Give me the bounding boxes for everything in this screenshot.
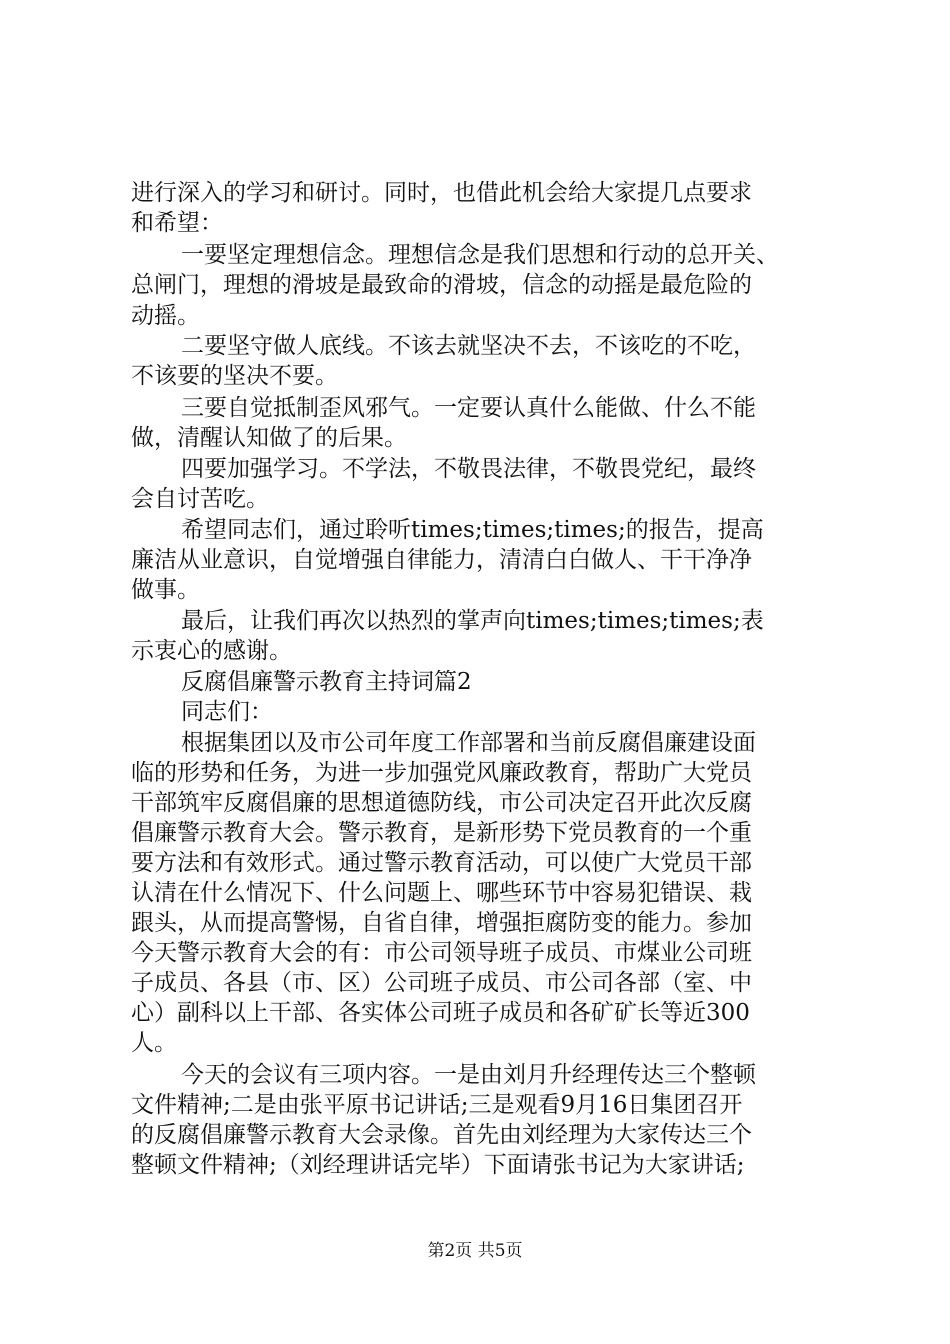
text-line: 和希望： — [131, 210, 223, 236]
text-line: 最后，让我们再次以热烈的掌声向times;times;times;表 — [181, 608, 764, 634]
text-line: 四要加强学习。不学法，不敬畏法律，不敬畏党纪，最终 — [181, 456, 756, 482]
text-line: 总闸门，理想的滑坡是最致命的滑坡，信念的动摇是最危险的 — [131, 272, 752, 298]
text-line: 根据集团以及市公司年度工作部署和当前反腐倡廉建设面 — [181, 730, 756, 756]
text-line: 希望同志们，通过聆听times;times;times;的报告，提高 — [181, 517, 764, 543]
text-line: 今天的会议有三项内容。一是由刘月升经理传达三个整顿 — [181, 1062, 756, 1088]
text-line: 会自讨苦吃。 — [131, 486, 269, 512]
text-line: 临的形势和任务，为进一步加强党风廉政教育，帮助广大党员 — [131, 760, 752, 786]
text-line: 三要自觉抵制歪风邪气。一定要认真什么能做、什么不能 — [181, 395, 756, 421]
text-line: 子成员、各县（市、区）公司班子成员、市公司各部（室、中 — [131, 970, 752, 996]
text-line: 今天警示教育大会的有：市公司领导班子成员、市煤业公司班 — [131, 940, 752, 966]
text-line: 示衷心的感谢。 — [131, 638, 292, 664]
text-line: 廉洁从业意识，自觉增强自律能力，清清白白做人、干干净净 — [131, 547, 752, 573]
section-heading: 反腐倡廉警示教育主持词篇2 — [181, 669, 472, 695]
text-line: 认清在什么情况下、什么问题上、哪些环节中容易犯错误、栽 — [131, 880, 752, 906]
text-line: 人。 — [131, 1030, 177, 1056]
text-line: 要方法和有效形式。通过警示教育活动，可以使广大党员干部 — [131, 850, 752, 876]
text-line: 整顿文件精神;（刘经理讲话完毕）下面请张书记为大家讲话; — [131, 1152, 745, 1178]
text-line: 心）副科以上干部、各实体公司班子成员和各矿矿长等近300 — [131, 1000, 750, 1026]
text-line: 不该要的坚决不要。 — [131, 363, 338, 389]
text-line: 做事。 — [131, 577, 200, 603]
text-line: 二要坚守做人底线。不该去就坚决不去，不该吃的不吃， — [181, 333, 756, 359]
text-line: 倡廉警示教育大会。警示教育，是新形势下党员教育的一个重 — [131, 820, 752, 846]
text-line: 文件精神;二是由张平原书记讲话;三是观看9月16日集团召开 — [131, 1092, 743, 1118]
salutation: 同志们： — [181, 699, 273, 725]
text-line: 的反腐倡廉警示教育大会录像。首先由刘经理为大家传达三个 — [131, 1122, 752, 1148]
text-line: 跟头，从而提高警惕，自省自律，增强拒腐防变的能力。参加 — [131, 910, 752, 936]
text-line: 一要坚定理想信念。理想信念是我们思想和行动的总开关、 — [181, 242, 779, 268]
text-line: 做，清醒认知做了的后果。 — [131, 425, 407, 451]
text-line: 动摇。 — [131, 303, 200, 329]
page-number: 第2页 共5页 — [427, 1241, 523, 1261]
text-line: 干部筑牢反腐倡廉的思想道德防线，市公司决定召开此次反腐 — [131, 790, 752, 816]
text-line: 进行深入的学习和研讨。同时，也借此机会给大家提几点要求 — [131, 180, 752, 206]
